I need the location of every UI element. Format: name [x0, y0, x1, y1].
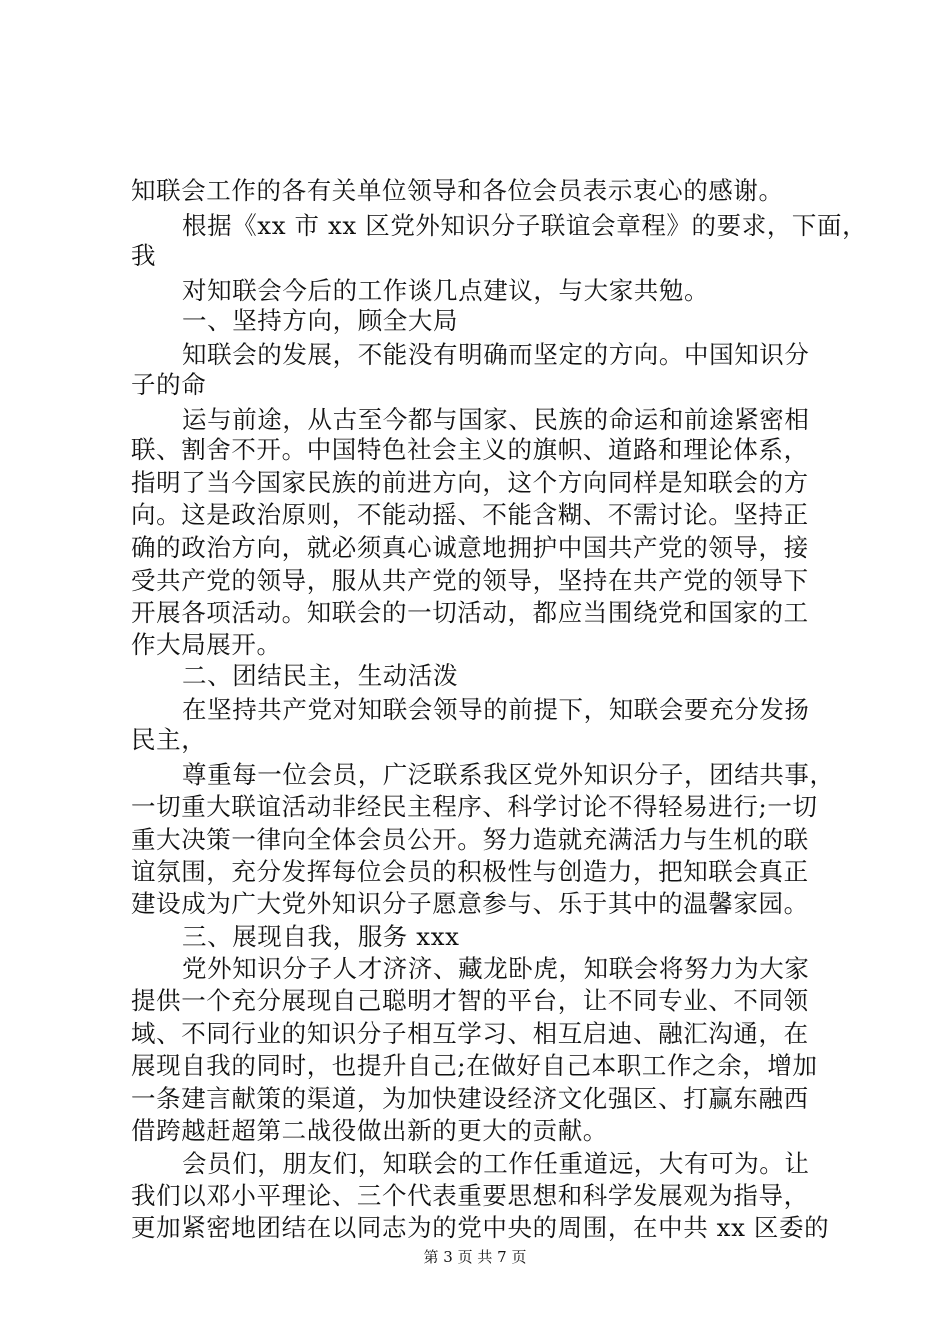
body-line: 作大局展开。 — [131, 630, 282, 659]
body-line: 建设成为广大党外知识分子愿意参与、乐于其中的温馨家园。 — [131, 889, 809, 918]
body-line: 我 — [131, 241, 157, 270]
body-line: 运与前途，从古至今都与国家、民族的命运和前途紧密相 — [182, 405, 810, 434]
body-line: 我们以邓小平理论、三个代表重要思想和科学发展观为指导， — [131, 1181, 809, 1210]
body-line: 知联会的发展，不能没有明确而坚定的方向。中国知识分 — [182, 340, 810, 369]
body-line: 域、不同行业的知识分子相互学习、相互启迪、融汇沟通，在 — [131, 1019, 809, 1048]
body-line: 对知联会今后的工作谈几点建议，与大家共勉。 — [182, 276, 710, 305]
body-line: 更加紧密地团结在以同志为的党中央的周围，在中共 xx 区委的 — [131, 1213, 830, 1242]
page-number-footer: 第 3 页 共 7 页 — [423, 1248, 527, 1266]
body-line: 尊重每一位会员，广泛联系我区党外知识分子，团结共事， — [182, 760, 835, 789]
body-line: 子的命 — [131, 370, 207, 399]
body-line: 重大决策一律向全体会员公开。努力造就充满活力与生机的联 — [131, 825, 809, 854]
section-heading: 三、展现自我，服务 xxx — [182, 922, 460, 951]
body-line: 谊氛围，充分发挥每位会员的积极性与创造力，把知联会真正 — [131, 857, 809, 886]
body-line: 向。这是政治原则，不能动摇、不能含糊、不需讨论。坚持正 — [131, 500, 809, 529]
body-line: 一条建言献策的渠道，为加快建设经济文化强区、打赢东融西 — [131, 1084, 809, 1113]
body-line: 指明了当今国家民族的前进方向，这个方向同样是知联会的方 — [131, 468, 809, 497]
body-line: 会员们，朋友们，知联会的工作任重道远，大有可为。让 — [182, 1149, 810, 1178]
section-heading: 二、团结民主，生动活泼 — [182, 661, 459, 690]
body-line: 一切重大联谊活动非经民主程序、科学讨论不得轻易进行;一切 — [131, 792, 818, 821]
body-line: 借跨越赶超第二战役做出新的更大的贡献。 — [131, 1116, 608, 1145]
body-line: 根据《xx 市 xx 区党外知识分子联谊会章程》的要求，下面， — [182, 211, 868, 240]
body-line: 提供一个充分展现自己聪明才智的平台，让不同专业、不同领 — [131, 986, 809, 1015]
body-line: 展现自我的同时，也提升自己;在做好自己本职工作之余，增加 — [131, 1051, 818, 1080]
body-line: 联、割舍不开。中国特色社会主义的旗帜、道路和理论体系， — [131, 435, 809, 464]
body-line: 确的政治方向，就必须真心诚意地拥护中国共产党的领导，接 — [131, 533, 809, 562]
body-line: 在坚持共产党对知联会领导的前提下，知联会要充分发扬 — [182, 695, 810, 724]
body-line: 民主， — [131, 725, 207, 754]
body-line: 知联会工作的各有关单位领导和各位会员表示衷心的感谢。 — [131, 176, 784, 205]
body-line: 开展各项活动。知联会的一切活动，都应当围绕党和国家的工 — [131, 598, 809, 627]
body-line: 受共产党的领导，服从共产党的领导，坚持在共产党的领导下 — [131, 566, 809, 595]
body-line: 党外知识分子人才济济、藏龙卧虎，知联会将努力为大家 — [182, 954, 810, 983]
section-heading: 一、坚持方向，顾全大局 — [182, 306, 459, 335]
